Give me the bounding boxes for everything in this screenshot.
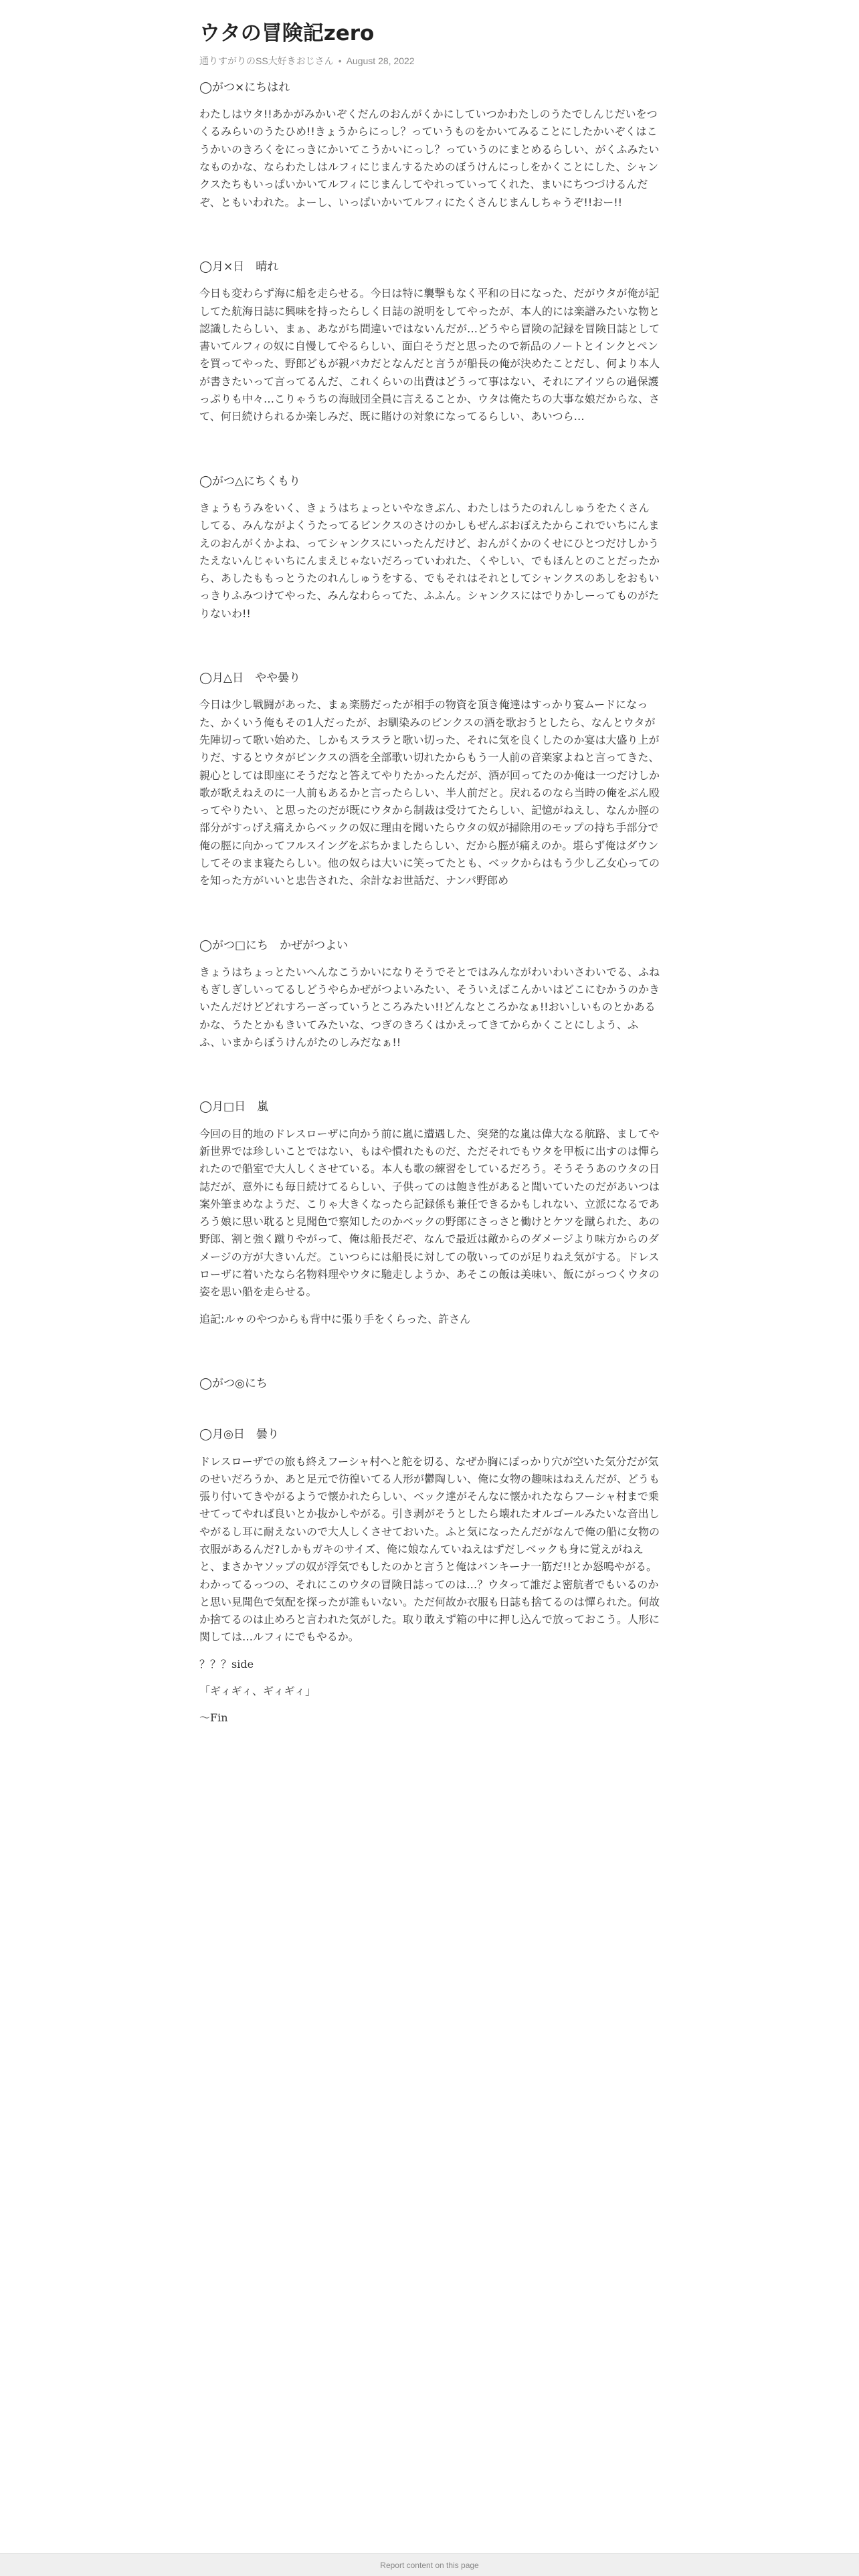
spacer bbox=[199, 1337, 660, 1375]
spacer bbox=[199, 1061, 660, 1098]
closing-line: 〜Fin bbox=[199, 1711, 228, 1725]
publish-date: August 28, 2022 bbox=[346, 56, 415, 67]
entry-heading: ◯がつ◎にち bbox=[199, 1376, 268, 1390]
author-name: 通りすがりのSS大好きおじさん bbox=[199, 56, 334, 67]
entry-heading: ◯月◎日 曇り bbox=[199, 1428, 279, 1442]
closing-line: 「ギィギィ、ギィギィ」 bbox=[199, 1685, 316, 1698]
page-footer bbox=[0, 2553, 859, 2576]
spacer bbox=[199, 632, 660, 669]
entry-paragraph: 今回の目的地のドレスローザに向かう前に嵐に遭遇した、突発的な嵐は偉大なる航路、ましてや新世界では珍しいことではない、もはや慣れたものだ、ただそれでもウタを甲板に出すのは憚られたので船室で大人しくさせている。本人も歌の練習をしているだろう。そうそうあのウタの日誌だが、意外にも毎日続けてるらしい、子供ってのは飽き性があると聞いていたのだがあいつは案外筆まめなようだ、こりゃ大きくなったら記録係も兼任できるかもしれない、立派になるであろう娘に思い耽ると見聞色で察知したのかベックの野郎にさっさと働けとケツを蹴られた、あの野郎、割と強く蹴りやがって、俺は船長だぞ、なんで最近は敵からのダメージより味方からのダメージの方が大きいんだ。こいつらには船長に対しての敬いってのが足りねえ気がする。ドレスローザに着いたなら名物料理やウタに馳走しようか、あそこの飯は美味い、飯にがっつくウタの姿を思い船を走らせる。 bbox=[199, 1127, 660, 1299]
article-body bbox=[199, 79, 660, 1727]
spacer bbox=[199, 221, 660, 258]
report-content-link[interactable]: Report content on this page bbox=[380, 2561, 479, 2570]
entry-heading: ◯月×日 晴れ bbox=[199, 259, 279, 274]
entry-paragraph: 今日は少し戦闘があった、まぁ楽勝だったが相手の物資を頂き俺達はすっかり宴ムードになった、かくいう俺もその1人だったが、お馴染みのビンクスの酒を歌おうとしたら、なんとウタが先陣切って歌い始めた、しかもスラスラと歌い切った、それに気を良くしたのか宴は大盛り上がりだ、するとウタがビンクスの酒を全部歌い切れたからもう一人前の音楽家よねと言ってきた、親心としては即座にそうだなと答えてやりたかったんだが、酒が回ってたのか俺は一つだけしか歌が歌えねえのに一人前もあるかと言ったらしい、半人前だと。戻れるのなら当時の俺をぶん殴ってやりたい、と思ったのだが既にウタから制裁は受けてたらしい、記憶がねえし、なんか脛の部分がすっげえ痛えからベックの奴に理由を聞いたらウタの奴が掃除用のモップの持ち手部分で俺の脛に向かってフルスイングをぶちかましたらしい、だから脛が痛えのか。堪らず俺はダウンしてそのまま寝たらしい。他の奴らは大いに笑ってたとも、ベックからはもう少し乙女心ってのを知った方がいいと忠告された、余計なお世話だ、ナンパ野郎め bbox=[199, 698, 660, 887]
entry-paragraph: きょうもうみをいく、きょうはちょっといやなきぶん、わたしはうたのれんしゅうをたくさんしてる、みんながよくうたってるビンクスのさけのかしもぜんぶおぼえたからこれでいちにんまえのおんがくかよね、ってシャンクスにいったんだけど、おんがくかのくせにひとつだけしかうたえないんじゃいちにんまえじゃないだろっていわれた、くやしい、でもほんとのことだったから、あしたももっとうたのれんしゅうをする、でもそれはそれとしてシャンクスのあしをおもいっきりふみつけてやった、みんなわらってた、ふふん。シャンクスにはでりかしーってものがたりないわ!! bbox=[199, 501, 660, 620]
closing-line: ？？？side bbox=[199, 1657, 254, 1671]
byline bbox=[199, 55, 660, 68]
entry-heading: ◯がつ△にちくもり bbox=[199, 474, 301, 488]
entry-heading: ◯月□日 嵐 bbox=[199, 1100, 269, 1114]
entry-postscript: 追記:ルゥのやつからも背中に張り手をくらった、許さん bbox=[199, 1312, 471, 1325]
article bbox=[199, 20, 660, 1737]
entry-heading: ◯月△日 やや曇り bbox=[199, 671, 301, 685]
entry-paragraph: わたしはウタ!!あかがみかいぞくだんのおんがくかにしていつかわたしのうたでしんじだいをつくるみらいのうたひめ!!きょうからにっし？っていうものをかいてみることにしたかいぞくはこうかいのきろくをにっきにかいてこうかいにっし？っていうのにまとめるらしい、がくふみたいなものかな、ならわたしはルフィにじまんするためのぼうけんにっしをかくことにした、シャンクスたちもいっぱいかいてルフィにじまんしてやれっていってくれた、まいにちつづけるんだぞ、ともいわれた。よーし、いっぱいかいてルフィにたくさんじまんしちゃうぞ!!おー!! bbox=[199, 108, 660, 209]
entry-paragraph: ドレスローザでの旅も終えフーシャ村へと舵を切る、なぜか胸にぽっかり穴が空いた気分だが気のせいだろうか、あと足元で彷徨いてる人形が鬱陶しい、俺に女物の趣味はねえんだが、どうも張り付いてきやがるようで懐かれたらしい、ベック達がそんなに懐かれたならフーシャ村まで乗せてってやれば良いとか抜かしやがる。引き剥がそうとしたら壊れたオルゴールみたいな音出しやがるし耳に耐えないので大人しくさせておいた。ふと気になったんだがなんで俺の船に女物の衣服があるんだ?しかもガキのサイズ、俺に娘なんていねえはずだしベックも身に覚えがねえと、まさかヤソップの奴が浮気でもしたのかと言うと俺はバンキーナ一筋だ!!とか怒鳴やがる。わかってるっつの、それにこのウタの冒険日誌ってのは…？ウタって誰だよ密航者でもいるのかと思い見聞色で気配を探ったが誰もいない。ただ何故か衣服も日誌も捨てるのは憚られた。何故か捨てるのは止めろと言われた気がした。取り敢えず箱の中に押し込んで放っておこう。人形に関しては…ルフィにでもやるか。 bbox=[199, 1455, 660, 1644]
entry-heading: ◯がつ□にち かぜがつよい bbox=[199, 938, 349, 952]
entry-heading: ◯がつ×にちはれ bbox=[199, 80, 290, 94]
spacer bbox=[199, 899, 660, 937]
entry-paragraph: きょうはちょっとたいへんなこうかいになりそうでそとではみんながわいわいさわいでる、ふねもぎしぎしいってるしどうやらかぜがつよいみたい、そういえばこんかいはどこにむかうのかきいたんだけどどれすろーざっていうところみたい!!どんなところかなぁ!!おいしいものとかあるかな、うたとかもきいてみたいな、つぎのきろくはかえってきてからかくことにしよう、ふふ、いまからぼうけんがたのしみだなぁ!! bbox=[199, 965, 660, 1049]
byline-separator: • bbox=[338, 56, 342, 67]
spacer bbox=[199, 435, 660, 473]
spacer bbox=[199, 1402, 660, 1426]
entry-paragraph: 今日も変わらず海に船を走らせる。今日は特に襲撃もなく平和の日になった、だがウタが俺が記してた航海日誌に興味を持ったらしく日誌の説明をしてやったが、本人的には楽譜みたいな物と認識したらしい、まぁ、あながち間違いではないんだが…どうやら冒険の記録を冒険日誌として書いてルフィの奴に自慢してやるらしい、面白そうだと思ったので新品のノートとインクとペンを買ってやった、野郎どもが親バカだとなんだと言うが船長の俺が決めたことだし、何より本人が書きたいって言ってるんだ、これくらいの出費はどうって事はない、それにアイツらの過保護っぷりも中々…こりゃうちの海賊団全員に言えることか、ウタは俺たちの大事な娘だからな、さて、何日続けられるか楽しみだ、既に賭けの対象になってるらしい、あいつら… bbox=[199, 287, 660, 423]
page-title: ウタの冒険記zero bbox=[199, 21, 375, 45]
